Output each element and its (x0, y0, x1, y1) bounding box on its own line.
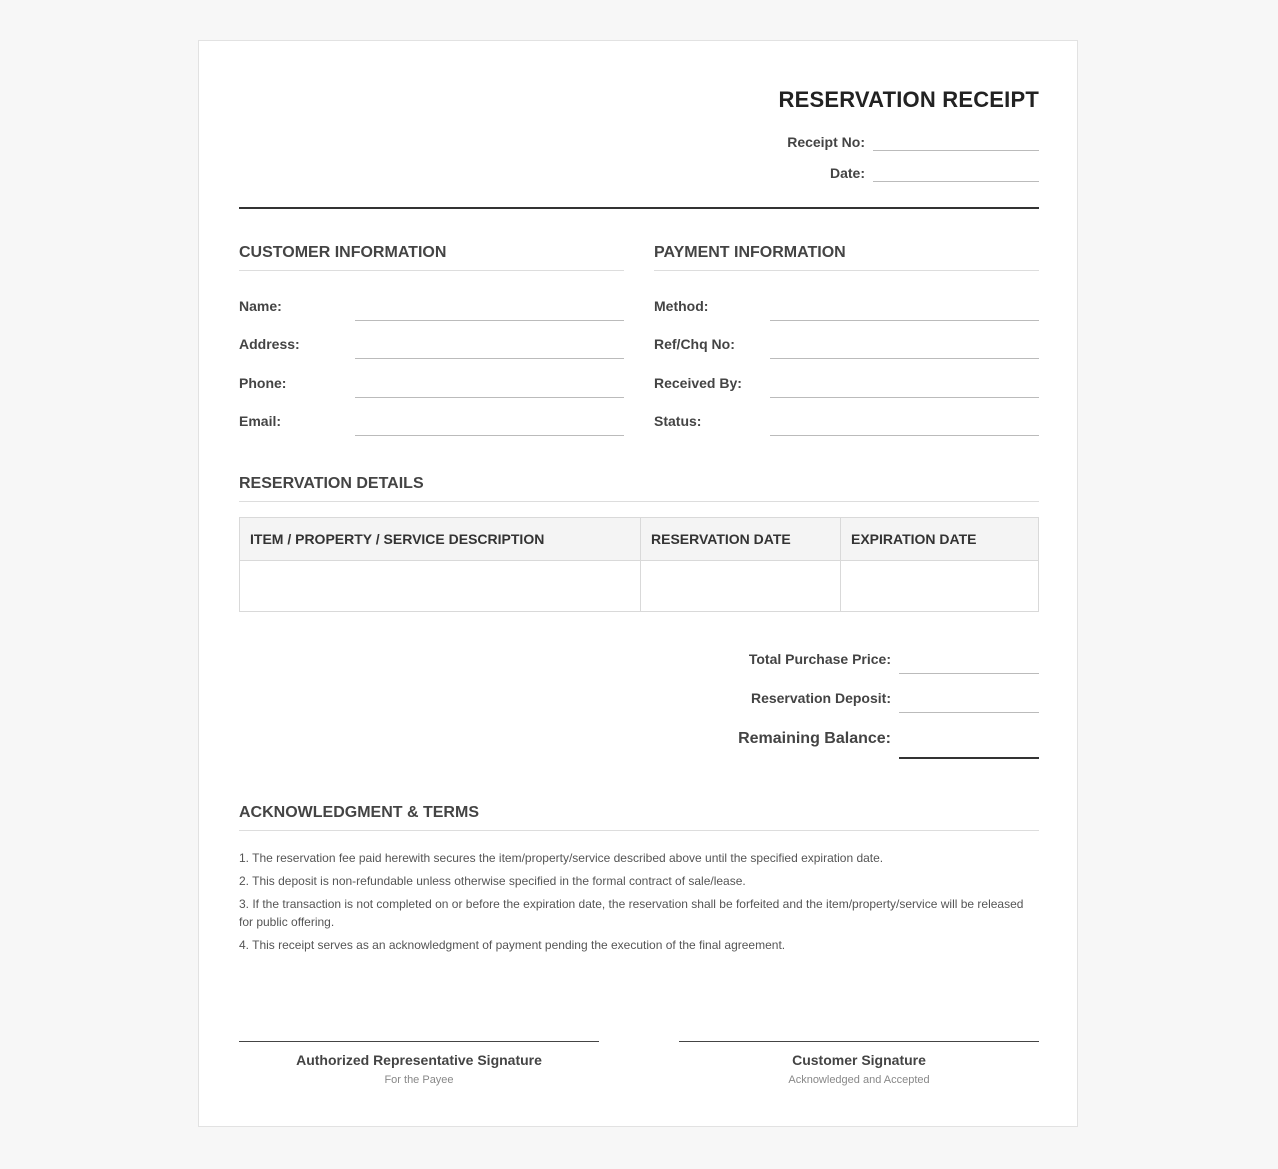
receipt-page (198, 40, 1078, 1127)
total-purchase-price-row (539, 651, 1039, 687)
customer-info-heading: CUSTOMER INFORMATION (239, 244, 624, 271)
customer-address-row (239, 336, 624, 366)
customer-phone-row (239, 375, 624, 405)
date-label: Date: (829, 165, 865, 181)
remaining-balance-row (539, 732, 1039, 768)
customer-signature-block[interactable] (679, 1041, 1039, 1086)
ref-chq-field[interactable] (770, 336, 1039, 359)
address-field[interactable] (355, 336, 624, 359)
status-field[interactable] (770, 413, 1039, 436)
remaining-balance-field[interactable] (899, 732, 1039, 759)
remaining-balance-label: Remaining Balance: (738, 730, 891, 747)
received-by-field[interactable] (770, 375, 1039, 398)
description-cell[interactable] (240, 561, 641, 612)
reservation-date-cell[interactable] (641, 561, 841, 612)
payment-status-row (654, 413, 1039, 443)
column-header-expiration-date: EXPIRATION DATE (841, 518, 1039, 561)
reservation-deposit-row (539, 690, 1039, 726)
payee-signature-title: Authorized Representative Signature (296, 1052, 542, 1068)
payment-ref-row (654, 336, 1039, 366)
expiration-date-cell[interactable] (841, 561, 1039, 612)
payee-signature-subtitle: For the Payee (384, 1074, 454, 1086)
reservation-details-table (239, 517, 1039, 612)
reservation-deposit-field[interactable] (899, 690, 1039, 713)
phone-label: Phone: (239, 375, 287, 391)
total-purchase-price-label: Total Purchase Price: (748, 651, 891, 667)
reservation-deposit-label: Reservation Deposit: (750, 690, 891, 706)
term-item-1: 1. The reservation fee paid herewith secures the item/property/service described above until the specified expiration date. (239, 851, 884, 865)
column-header-description: ITEM / PROPERTY / SERVICE DESCRIPTION (240, 518, 641, 561)
customer-signature-subtitle: Acknowledged and Accepted (788, 1074, 930, 1086)
receipt-no-label: Receipt No: (787, 134, 865, 150)
customer-email-row (239, 413, 624, 443)
total-purchase-price-field[interactable] (899, 651, 1039, 674)
term-item-4: 4. This receipt serves as an acknowledgment of payment pending the execution of the final agreement. (239, 938, 786, 952)
ref-chq-label: Ref/Chq No: (654, 336, 735, 352)
customer-signature-title: Customer Signature (792, 1052, 926, 1068)
customer-name-row (239, 298, 624, 328)
table-header-row (240, 518, 1039, 561)
terms-list (239, 849, 1039, 959)
reservation-details-heading: RESERVATION DETAILS (239, 475, 1039, 502)
payment-info-heading: PAYMENT INFORMATION (654, 244, 1039, 271)
address-label: Address: (239, 336, 300, 352)
term-item-3: 3. If the transaction is not completed on or before the expiration date, the reservation shall be forfeited and the item/property/service will be released for public offering. (239, 897, 1024, 929)
payment-method-row (654, 298, 1039, 328)
method-field[interactable] (770, 298, 1039, 321)
acknowledgment-terms-heading: ACKNOWLEDGMENT & TERMS (239, 804, 1039, 831)
table-row (240, 561, 1039, 612)
date-field[interactable] (873, 165, 1039, 182)
email-label: Email: (239, 413, 282, 429)
email-field[interactable] (355, 413, 624, 436)
status-label: Status: (654, 413, 702, 429)
payee-signature-block[interactable] (239, 1041, 599, 1086)
receipt-no-field[interactable] (873, 134, 1039, 151)
header-divider (239, 207, 1039, 209)
column-header-reservation-date: RESERVATION DATE (641, 518, 841, 561)
received-by-label: Received By: (654, 375, 742, 391)
payment-received-by-row (654, 375, 1039, 405)
document-title: RESERVATION RECEIPT (778, 87, 1039, 112)
name-field[interactable] (355, 298, 624, 321)
receipt-no-row (639, 134, 1039, 164)
term-item-2: 2. This deposit is non-refundable unless otherwise specified in the formal contract of sale/lease. (239, 874, 746, 888)
name-label: Name: (239, 298, 282, 314)
method-label: Method: (654, 298, 709, 314)
date-row (639, 165, 1039, 195)
phone-field[interactable] (355, 375, 624, 398)
